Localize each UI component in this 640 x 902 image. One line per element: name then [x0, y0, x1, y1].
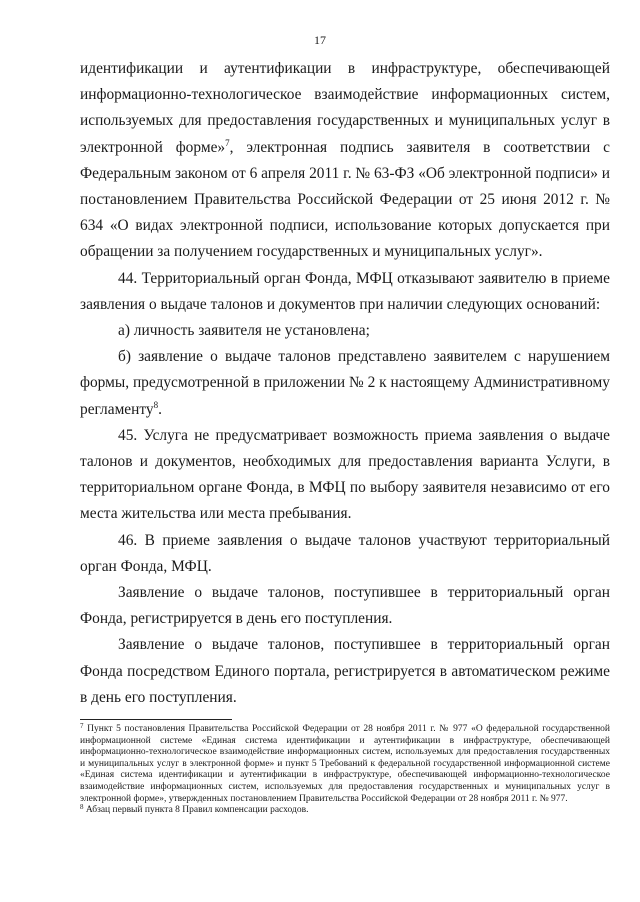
paragraph: [80, 344, 610, 423]
footnote-ref: 7: [225, 137, 230, 148]
footnote-mark: 8: [80, 803, 84, 812]
paragraph-text: б) заявление о выдаче талонов представлено заявителем с нарушением формы, предусмотренной в приложении № 2 к настоящему Административному регламенту: [80, 348, 610, 418]
paragraph: [80, 528, 610, 580]
page-number: 17: [314, 33, 326, 47]
paragraph-text: идентификации и аутентификации в инфраструктуре, обеспечивающей информационно-технологическое взаимодействие информационных систем, используемых для предоставления государственных и муниципальных услуг в электронной форме»: [80, 60, 610, 156]
footnote-ref: 8: [153, 399, 159, 410]
paragraph: [80, 580, 610, 632]
paragraph: [80, 266, 610, 318]
paragraph: [80, 318, 610, 344]
paragraph: [80, 56, 610, 266]
paragraph-text-cont: , электронная подпись заявителя в соответствии с Федеральным законом от 6 апреля 2011 г. № 63-ФЗ «Об электронной подписи» и постановлением Правительства Российской Федерации от 25 июня 2012 г. № 634 «О видах электронной подписи, использование которых допускается при обращении за получением государственных и муниципальных услуг».: [80, 138, 610, 261]
paragraph: [80, 423, 610, 528]
footnotes: [80, 724, 610, 817]
footnote: [80, 724, 610, 805]
paragraph-text: 46. В приеме заявления о выдаче талонов участвуют территориальный орган Фонда, МФЦ.: [80, 531, 610, 575]
paragraph-text: Заявление о выдаче талонов, поступившее в территориальный орган Фонда, регистрируется в день его поступления.: [80, 584, 610, 628]
main-text: [80, 56, 610, 711]
footnote-separator: [80, 719, 232, 720]
footnote-mark: 7: [80, 722, 84, 730]
footnote-text: Пункт 5 постановления Правительства Российской Федерации от 28 ноября 2011 г. № 977 «О федеральной государственной информационной системе «Единая система идентификации и аутентификации в инфраструктуре, обеспечивающей информационно-технологическое взаимодействие информационных систем, используемых для предоставления государственных и муниципальных услуг в электронной форме» и пункт 5 Требований к федеральной государственной информационной системе «Единая система идентификации и аутентификации в инфраструктуре, обеспечивающей информационно-технологическое взаимодействие информационных систем, используемых для предоставления государственных и муниципальных услуг в электронной форме», утвержденных постановлением Правительства Российской Федерации от 28 ноября 2011 г. № 977.: [80, 724, 610, 804]
paragraph-text-cont: .: [158, 400, 162, 418]
footnote: [80, 805, 610, 817]
paragraph: [80, 632, 610, 711]
paragraph-text: а) личность заявителя не установлена;: [118, 322, 370, 340]
paragraph-text: 44. Территориальный орган Фонда, МФЦ отказывают заявителю в приеме заявления о выдаче талонов и документов при наличии следующих оснований:: [80, 269, 610, 313]
footnote-text: Абзац первый пункта 8 Правил компенсации расходов.: [83, 805, 309, 816]
paragraph-text: Заявление о выдаче талонов, поступившее в территориальный орган Фонда посредством Единого портала, регистрируется в автоматическом режиме в день его поступления.: [80, 636, 610, 706]
paragraph-text: 45. Услуга не предусматривает возможность приема заявления о выдаче талонов и документов, необходимых для предоставления варианта Услуги, в территориальном органе Фонда, в МФЦ по выбору заявителя независимо от его места жительства или места пребывания.: [80, 426, 610, 523]
